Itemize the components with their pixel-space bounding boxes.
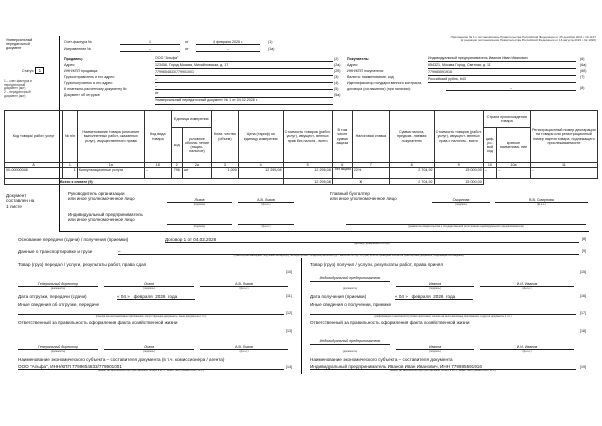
received-signature[interactable]: Иванов [396, 282, 474, 287]
head-label [68, 191, 135, 201]
sign-hint: (подпись) [429, 287, 441, 290]
invoice-from-label: от [185, 40, 189, 44]
ref-label: [14] [286, 365, 292, 369]
consignee-label: Грузополучатель и его адрес: [64, 81, 114, 86]
buyer-inn[interactable]: 779985591916 [428, 70, 576, 76]
fio-hint: (ф.и.о.) [261, 225, 271, 228]
ref-label: [11] [286, 294, 292, 298]
resp-position-right[interactable]: Индивидуальный предприниматель [310, 339, 390, 345]
cell-cost-tax: 15 000,00 [434, 168, 483, 179]
receive-other-label: Иные сведения о получении, приемке [310, 302, 392, 307]
status-note [4, 80, 56, 98]
total-tax: 2 704,92 [389, 179, 434, 185]
cell-num: 1 [63, 168, 78, 179]
basis-hint: (договор; доверенность и др.) [353, 242, 391, 245]
currency-value[interactable]: Российский рубль, 643 [428, 77, 576, 83]
invoice-number[interactable]: 1 [120, 40, 180, 45]
accountant-signature[interactable]: Смирнова [432, 198, 490, 203]
head-name[interactable]: А.В. Львов [238, 198, 294, 203]
col-number: 2а [182, 163, 211, 168]
seller-refs [334, 56, 340, 98]
cell-unit-name: шт [182, 168, 211, 179]
col-header-cost-tax: Стоимость товаров (работ, услуг), имущест- венных прав с налогом - всего [434, 111, 483, 163]
ship-date-label: Дата отгрузки, передачи (сдачи) [18, 294, 87, 299]
head-label-line: Руководитель организации [68, 191, 125, 196]
status-note-line: документ (акт) [4, 93, 26, 98]
doc-pages-line: 1 листе [6, 203, 22, 209]
correction-number[interactable]: – [120, 47, 180, 52]
payment-doc-label: К платежно-расчетному документу № [64, 87, 127, 92]
accountant-name[interactable]: В.В. Смирнова [495, 198, 588, 203]
ref-label: [10] [286, 270, 292, 274]
payment-doc-value[interactable]: от [155, 91, 333, 97]
ref-label: (2) [334, 57, 339, 61]
entity-label-right: Наименование экономического субъекта – составителя документа [310, 357, 453, 362]
entity-value[interactable]: ООО "Альфа", ИНН/КПП 7799654833/779901001 [18, 364, 284, 370]
ref-label: [15] [580, 270, 586, 274]
sign-hint: (подпись) [143, 350, 155, 353]
col-header-price: Цена (тариф) за единицу измерения [238, 111, 283, 163]
seller-inn[interactable]: 7799654833/779901001 [155, 70, 333, 76]
sign-hint: (подпись) [193, 203, 206, 206]
col-number: 11 [530, 163, 597, 168]
ref-label: [19] [580, 365, 586, 369]
col-header-code: Код товара/ работ, услуг [5, 111, 63, 163]
head-label-line: или иное уполномоченное лицо [68, 196, 135, 202]
ship-other-label: Иные сведения об отгрузке, передаче [18, 302, 100, 307]
doc-title [6, 38, 54, 50]
cell-country-name: – [497, 168, 531, 179]
goods-table [4, 110, 598, 185]
ref-label: (3) [334, 75, 339, 80]
col-number: 10а [497, 163, 531, 168]
col-number: 9 [434, 163, 483, 168]
ref-label: (6) [580, 57, 585, 61]
ref-label: (6а) [580, 63, 587, 68]
center-divider [301, 258, 302, 374]
col-header-country-code: циф- ро- вой код [483, 128, 496, 163]
ref-label: [12] [286, 311, 292, 315]
col-number: 5 [283, 163, 332, 168]
receive-date-label: Дата получения (приемки) [310, 294, 367, 299]
entity-label: Наименование экономического субъекта – составителя документа (в т.ч. комиссионера / агента) [18, 357, 225, 362]
total-cost-no-tax: 12 295,08 [283, 179, 332, 185]
ship-other-hint: (ссылки на неотъемлемые приложения, сопутствующие документы, иные документы и т.п.) [95, 315, 207, 318]
fio-hint: (ф.и.о.) [239, 350, 249, 353]
sign-hint: (подпись) [429, 350, 441, 353]
ref-label: (5) [334, 87, 339, 92]
received-label: Товар (груз) получил / услуги, результаты работ, права принял [310, 262, 444, 267]
col-number: 2 [171, 163, 182, 168]
resp-signature-right[interactable]: Иванов [396, 345, 474, 350]
cell-tax: 2 704,92 [389, 168, 434, 179]
buyer-address-label: Адрес: [347, 63, 359, 68]
col-number: А [5, 163, 63, 168]
position-hint: (должность) [50, 350, 66, 353]
resp-label: Ответственный за правильность оформления факта хозяйственной жизни [18, 320, 178, 325]
col-number: 1б [144, 163, 171, 168]
ref-label: [18] [580, 329, 586, 333]
col-header-tax: Сумма налога, предъяв- ляемая покупателю [389, 111, 434, 163]
total-excise: Х [332, 179, 389, 185]
consignee-value[interactable]: – [155, 84, 333, 90]
buyer-inn-label: ИНН/КПП покупателя: [347, 69, 384, 74]
col-number: 8 [389, 163, 434, 168]
resp-name-right[interactable]: И.И. Иванов [480, 345, 574, 350]
sign-hint: (подпись) [143, 287, 155, 290]
ref-label: (7) [580, 75, 585, 80]
buyer-refs [580, 56, 586, 80]
doc-pages-line: составлен на [6, 198, 35, 204]
ref-label: (6б) [580, 69, 587, 74]
status-label: Статус: [22, 69, 35, 73]
handed-label: Товар (груз) передал / услуги, результаты работ, права сдал [18, 262, 147, 267]
position-hint: (должность) [342, 350, 358, 353]
col-number: 7 [352, 163, 389, 168]
col-header-reg: Регистрационный номер декларации на товары или регистрационный номер партии товара, подлежащего прослеживаемости [530, 111, 597, 163]
transport-value[interactable]: – [118, 249, 579, 255]
cell-cost-no-tax: 12 295,08 [283, 168, 332, 179]
shipment-doc-value[interactable]: Универсальный передаточный документ, № 1 от 04.02.2026 г. [155, 98, 333, 104]
status-note-line: передаточный [4, 82, 26, 87]
total-label: Всего к оплате (9) [5, 179, 284, 185]
cell-price: 12 295,08 [238, 168, 283, 179]
head-signature[interactable]: Львов [167, 198, 232, 203]
handed-position[interactable]: Генеральный директор [18, 282, 98, 287]
position-hint: (должность) [50, 287, 66, 290]
transport-hint: (транспортная накладная, поручение экспедитору, экспедиторская / складская расписка и др. / масса нетто/ брутто груза, если не приведены ссылки на транспортные документы, содержащие эти сведения) [233, 254, 464, 257]
ip-label-line: Индивидуальный предприниматель [68, 212, 143, 217]
receive-other-hint: (информация о наличии/отсутствии претензии; ссылки на неотъемлемые приложения, и другие документы и т.п.) [374, 315, 512, 318]
cell-code: 00-00000048 [5, 168, 63, 179]
entity-hint: (может не заполняться при проставлении печати в М.П., может быть указан ИНН / КПП) [97, 369, 205, 372]
col-header-cost-no-tax: Стоимость товаров (работ, услуг), имущест- венных прав без налога - всего [283, 111, 332, 163]
seller-values [155, 56, 333, 105]
doc-title-line: передаточный [6, 42, 30, 47]
receive-date[interactable]: « 04 » февраля 2026 года [395, 294, 473, 300]
appendix-note [330, 36, 596, 43]
invoice-label: Счет-фактура № [64, 40, 93, 44]
col-header-rate: Налоговая ставка [352, 111, 389, 163]
contract-id-label: Идентификатор государственного контракта, [347, 81, 423, 86]
col-number: 10 [483, 163, 496, 168]
correction-date[interactable]: – [196, 47, 260, 52]
col-number: 1а [77, 163, 144, 168]
basis-value[interactable]: Договор 1 от 04.02.2026 [165, 237, 579, 243]
ref-label: [17] [580, 311, 586, 315]
col-header-country-name: краткое наименова- ние [497, 128, 531, 163]
ip-label [68, 212, 143, 222]
ref-label: [13] [286, 329, 292, 333]
col-number: 3 [211, 163, 238, 168]
sign-hint: (подпись) [455, 203, 467, 206]
total-cost-tax: 15 000,00 [434, 179, 483, 185]
cell-excise: без акциза [332, 168, 352, 179]
col-header-excise: В том числе сумма акциза [332, 111, 352, 163]
ref-label: (2а) [334, 63, 341, 68]
fio-hint: (ф.и.о.) [522, 287, 532, 290]
ref-label: (5а) [334, 93, 341, 98]
resp-name[interactable]: А.В. Львов [200, 345, 288, 350]
entity-hint-right: (может не заполняться при проставлении печати в М.П., может быть указан ИНН / КПП) [389, 369, 497, 372]
buyer-values [428, 56, 576, 83]
appendix-line: Приложение № 1 к постановлению Правительства Российской Федерации от 26 декабря 2011 г. № 1137 [450, 35, 596, 39]
resp-position[interactable]: Генеральный директор [18, 345, 98, 350]
doc-title-line: Универсальный [6, 38, 33, 42]
cell-rate: 22% [352, 168, 389, 179]
invoice-date[interactable]: 4 февраля 2026 г. [196, 40, 260, 45]
ref-label: [8] [582, 237, 586, 241]
cell-kind: – [144, 168, 171, 179]
seller-labels [64, 56, 127, 98]
correction-from-label: от [185, 47, 189, 51]
shipper-value[interactable]: – [155, 77, 333, 83]
status-note-line: 1 – счет-фактура и [4, 79, 32, 83]
ref-label: [16] [580, 294, 586, 298]
position-hint: (должность) [342, 287, 358, 290]
basis-label: Основание передачи (сдачи) / получения (приемки) [18, 237, 129, 242]
fio-hint: (ф.и.о.) [522, 350, 532, 353]
currency-label: Валюта: наименование, код [347, 75, 394, 80]
shipment-doc-label: Документ об отгрузке [64, 93, 100, 98]
col-number: 1 [63, 163, 78, 168]
cell-name: Консультационные услуги [77, 168, 144, 179]
contract-id-label-2: договора (соглашения) (при наличии): [347, 87, 411, 92]
cell-country-code: – [483, 168, 496, 179]
appendix-line: (в редакции постановления Правительства Российской Федерации от 16 августа 2024 г. № 1096) [460, 38, 596, 43]
accountant-label-line: или иное уполномоченное лицо [330, 196, 397, 202]
col-number: 6 [332, 163, 352, 168]
accountant-label [330, 191, 397, 201]
col-header-country: Страна происхождения товара [483, 111, 530, 128]
resp-label-right: Ответственный за правильность оформления факта хозяйственной жизни [310, 320, 470, 325]
handed-signature[interactable]: Львов [104, 282, 194, 287]
status-note-line: 2 – передаточный [4, 90, 31, 95]
cell-unit-code: 796 [171, 168, 182, 179]
buyer-name[interactable]: Индивидуальный предприниматель Иванов Иван Иванович [428, 56, 576, 62]
col-header-unit-code: код [171, 128, 182, 163]
ip-cert-hint: (реквизиты свидетельства о государственной регистрации индивидуального предпринимателя) [408, 225, 524, 228]
correction-label: Исправление № [64, 47, 92, 51]
received-position[interactable]: Индивидуальный предприниматель [310, 276, 390, 282]
ref-label: (8) [580, 86, 585, 90]
handed-name[interactable]: А.В. Львов [200, 282, 288, 287]
ship-date[interactable]: « 04 » февраля 2026 года [117, 294, 195, 300]
cell-qty: 1,000 [211, 168, 238, 179]
ref-label: (2б) [334, 69, 341, 74]
seller-address[interactable]: 123456, Город Москва, Михайловская, д. 17 [155, 63, 333, 69]
seller-inn-label: ИНН/КПП продавца: [64, 69, 98, 74]
cell-reg: – [530, 168, 597, 179]
ref-label: [9] [582, 249, 586, 253]
received-name[interactable]: И.И. Иванов [480, 282, 574, 287]
correction-ref: (1а) [268, 47, 275, 51]
fio-hint: (ф.и.о.) [239, 287, 249, 290]
status-value[interactable]: 1 [35, 67, 44, 74]
shipper-label: Грузоотправитель и его адрес: [64, 75, 116, 80]
col-header-num: № п/п [63, 111, 78, 163]
invoice-ref: (1) [268, 40, 273, 44]
fio-hint: (ф.и.о.) [537, 203, 546, 206]
col-header-qty: Коли- чество (объем) [211, 111, 238, 163]
buyer-address[interactable]: 654321, Москва Город, Светлая, д. 11 [428, 63, 576, 69]
signatures-bottom-rule [59, 231, 589, 232]
doc-pages-line: Документ [6, 193, 27, 198]
seller-heading: Продавец: [64, 57, 83, 61]
ip-label-line: или иное уполномоченное лицо [68, 217, 135, 223]
col-header-kind: Код вида товара [144, 111, 171, 163]
accountant-label-line: Главный бухгалтер [330, 191, 370, 196]
table-row[interactable] [5, 168, 598, 179]
doc-title-line: документ [6, 46, 22, 51]
buyer-heading: Покупатель: [347, 57, 370, 61]
doc-pages [6, 193, 34, 209]
resp-signature[interactable]: Львов [104, 345, 194, 350]
col-header-unit-name: условное обозна- чение (нацио- нальное) [182, 128, 211, 163]
buyer-labels [347, 56, 422, 92]
entity-value-right[interactable]: Индивидуальный предприниматель Иванов Иван Иванович, ИНН 779985591916 [310, 364, 576, 370]
col-header-name: Наименование товара (описание выполненных работ, оказанных услуг), имущественного права [77, 111, 144, 163]
transport-label: Данные о транспортировке и грузе [18, 249, 93, 254]
ref-label: (4) [334, 81, 339, 86]
sign-hint: (подпись) [193, 225, 206, 228]
total-row [5, 179, 598, 185]
fio-hint: (ф.и.о.) [261, 203, 271, 206]
seller-address-label: Адрес: [64, 63, 76, 68]
col-number: 4 [238, 163, 283, 168]
status-note-line: документ (акт) [4, 86, 26, 91]
contract-id-value[interactable]: – [446, 86, 576, 91]
seller-name[interactable]: ООО "Альфа" [155, 56, 333, 62]
status-field [22, 67, 44, 74]
col-header-unit: Единица измерения [171, 111, 211, 128]
